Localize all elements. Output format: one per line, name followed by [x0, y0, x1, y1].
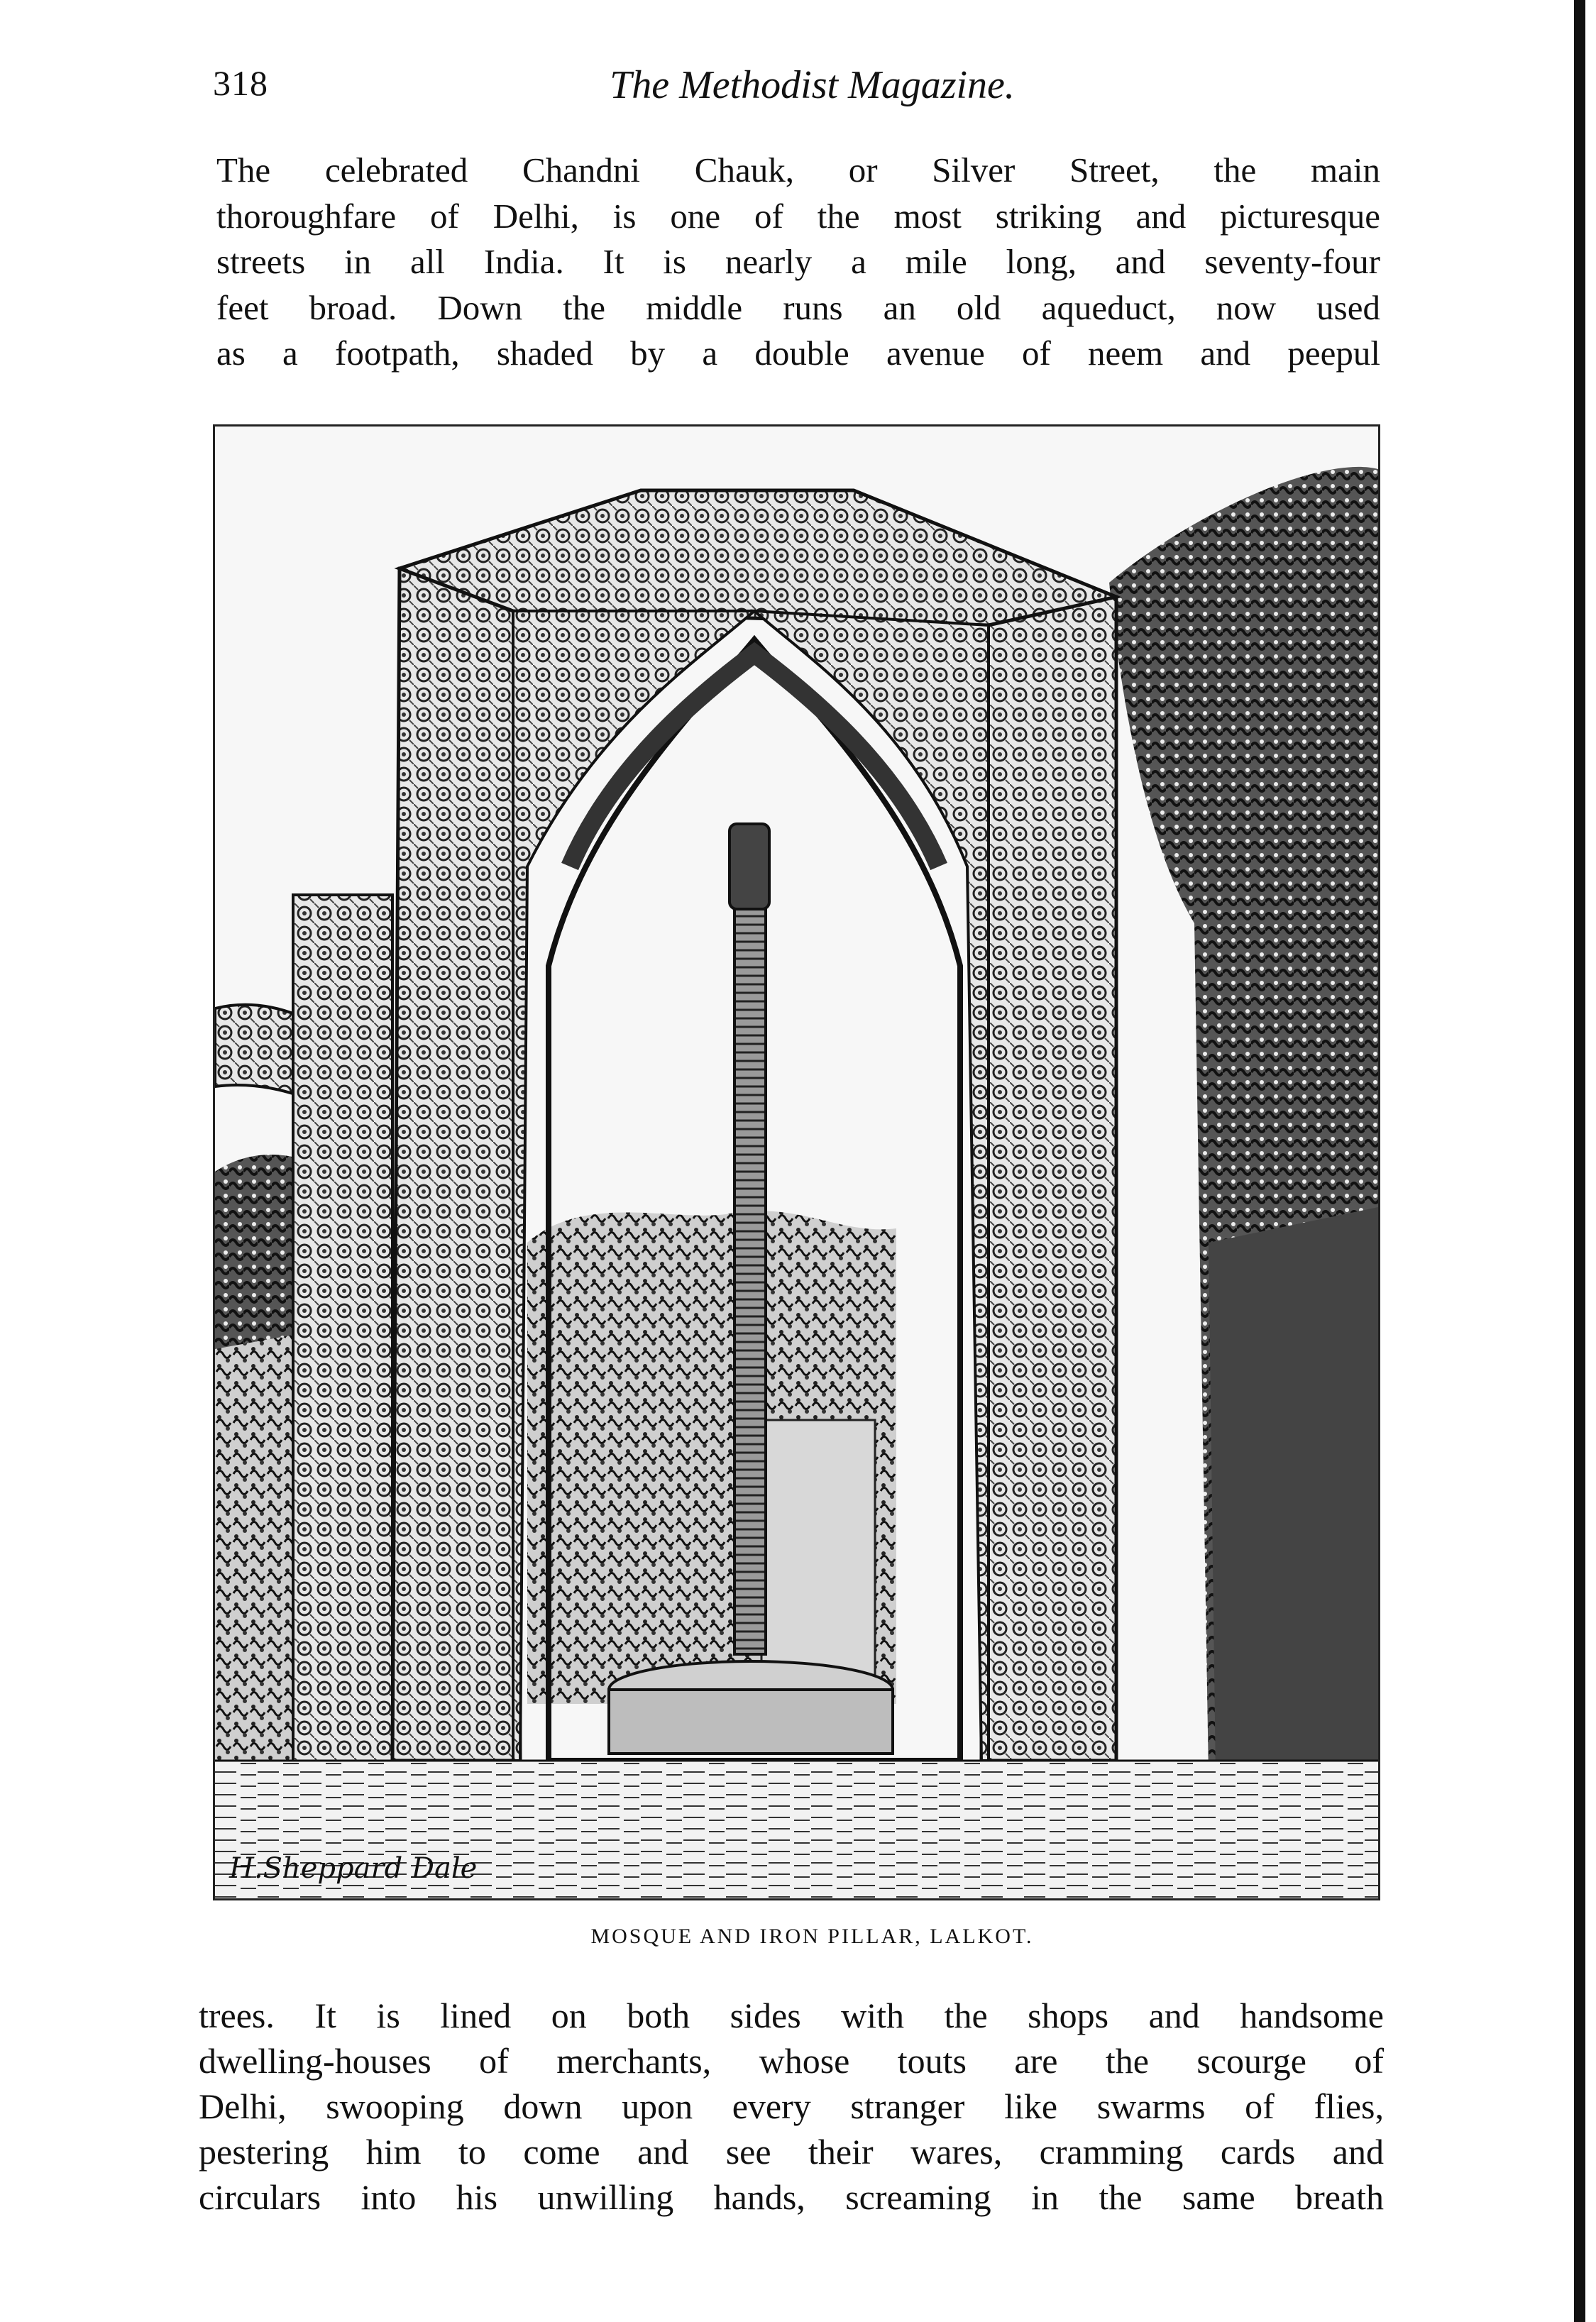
page-edge-rule: [1574, 0, 1585, 2322]
text-line: thoroughfare of Delhi, is one of the most striking and picturesque: [216, 196, 1380, 236]
engraving-illustration: [213, 424, 1380, 1900]
text-line: trees. It is lined on both sides with the shops and handsome: [199, 1996, 1384, 2035]
page-number: 318: [213, 63, 268, 103]
artist-signature: H.Sheppard Dale: [229, 1852, 478, 1885]
paragraph-top: [216, 148, 1380, 377]
figure-caption: MOSQUE AND IRON PILLAR, LALKOT.: [590, 1925, 1034, 1948]
text-line: feet broad. Down the middle runs an old aqueduct, now used: [216, 287, 1380, 327]
text-line: streets in all India. It is nearly a mile long, and seventy-four: [216, 242, 1380, 281]
paragraph-bottom: [199, 1993, 1384, 2220]
text-line: circulars into his unwilling hands, screaming in the same breath: [199, 2177, 1384, 2217]
engraving-drawing: [215, 427, 1378, 1898]
text-line: pestering him to come and see their wares, cramming cards and: [199, 2132, 1384, 2172]
text-line: Delhi, swooping down upon every stranger like swarms of flies,: [199, 2086, 1384, 2126]
text-line: as a footpath, shaded by a double avenue of neem and peepul: [216, 334, 1380, 373]
running-head: The Methodist Magazine.: [610, 63, 1015, 107]
text-line: The celebrated Chandni Chauk, or Silver Street, the main: [216, 150, 1380, 189]
text-line: dwelling-houses of merchants, whose touts are the scourge of: [199, 2041, 1384, 2081]
